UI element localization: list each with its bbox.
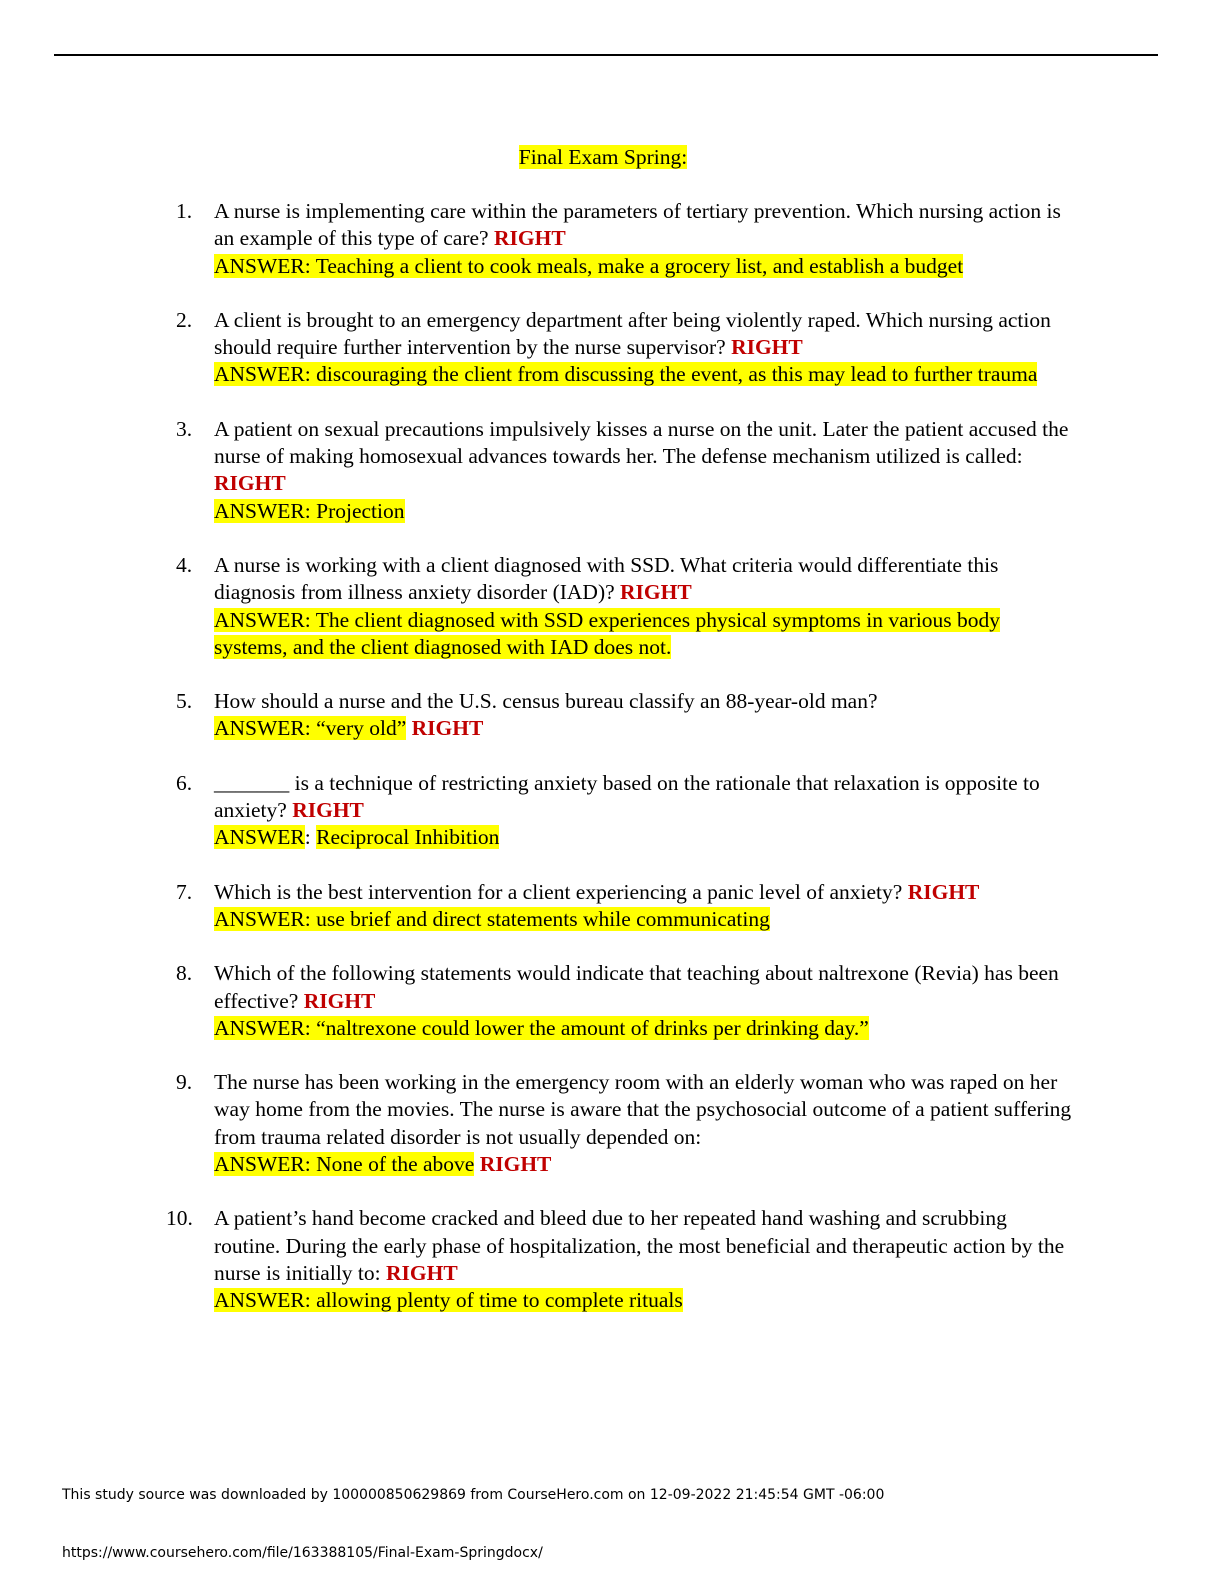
answer-text: ANSWER: allowing plenty of time to complete rituals xyxy=(214,1288,683,1313)
question-item xyxy=(176,307,1076,389)
answer-text: ANSWER: discouraging the client from discussing the event, as this may lead to further trauma xyxy=(214,362,1038,387)
question-text: A nurse is implementing care within the parameters of tertiary prevention. Which nursing action is an example of this type of care? xyxy=(214,199,1061,251)
question-number: 4. xyxy=(176,552,193,577)
footer-source-note: This study source was downloaded by 100000850629869 from CourseHero.com on 12-09-2022 21:45:54 GMT -06:00 xyxy=(62,1487,885,1503)
footer-url[interactable]: https://www.coursehero.com/file/163388105/Final-Exam-Springdocx/ xyxy=(62,1545,543,1561)
right-label: RIGHT xyxy=(731,335,803,360)
question-text: A patient’s hand become cracked and bleed due to her repeated hand washing and scrubbing routine. During the early phase of hospitalization, the most beneficial and therapeutic action by the nurse is initially to: xyxy=(214,1206,1065,1285)
answer-text: ANSWER: Teaching a client to cook meals, make a grocery list, and establish a budget xyxy=(214,253,964,278)
question-item xyxy=(176,688,1076,743)
answer-text: ANSWER: Projection xyxy=(214,498,405,523)
right-label: RIGHT xyxy=(292,798,364,823)
question-number: 9. xyxy=(176,1070,193,1095)
right-label: RIGHT xyxy=(479,1152,552,1177)
answer-text: ANSWER: “very old” xyxy=(214,716,407,741)
question-item xyxy=(176,1069,1076,1178)
answer-prefix: ANSWER xyxy=(214,825,305,850)
answer-text: Reciprocal Inhibition xyxy=(316,825,500,850)
answer-text: ANSWER: The client diagnosed with SSD experiences physical symptoms in various body systems, and the client diagnosed with IAD does not. xyxy=(214,607,1001,659)
top-rule xyxy=(54,54,1158,56)
question-number: 2. xyxy=(176,307,193,332)
answer-text: ANSWER: “naltrexone could lower the amount of drinks per drinking day.” xyxy=(214,1015,869,1040)
question-item xyxy=(166,1205,1076,1314)
question-text: How should a nurse and the U.S. census bureau classify an 88-year-old man? xyxy=(214,689,878,714)
question-number: 10. xyxy=(166,1206,193,1231)
question-item xyxy=(176,960,1076,1042)
question-text: _______ is a technique of restricting anxiety based on the rationale that relaxation is opposite to anxiety? xyxy=(214,770,1040,823)
right-label: RIGHT xyxy=(620,580,692,605)
question-number: 8. xyxy=(176,961,193,986)
right-label: RIGHT xyxy=(411,716,484,741)
answer-text: ANSWER: use brief and direct statements while communicating xyxy=(214,906,770,931)
right-label: RIGHT xyxy=(907,879,980,904)
page-title-text: Final Exam Spring: xyxy=(518,145,688,169)
question-item xyxy=(176,416,1076,525)
question-number: 3. xyxy=(176,416,193,441)
right-label: RIGHT xyxy=(303,988,376,1013)
question-number: 7. xyxy=(176,879,193,904)
question-text: Which is the best intervention for a client experiencing a panic level of anxiety? xyxy=(214,879,903,904)
right-label: RIGHT xyxy=(214,471,286,496)
page-title xyxy=(0,143,1206,171)
question-text: A nurse is working with a client diagnosed with SSD. What criteria would differentiate this diagnosis from illness anxiety disorder (IAD)? xyxy=(214,552,999,605)
answer-text: ANSWER: None of the above xyxy=(214,1152,475,1177)
question-text: A client is brought to an emergency department after being violently raped. Which nursing action should require further intervention by the nurse supervisor? xyxy=(214,307,1051,360)
question-item xyxy=(176,198,1076,280)
question-list xyxy=(166,198,1076,1342)
right-label: RIGHT xyxy=(493,226,566,251)
answer-separator: : xyxy=(304,825,311,850)
question-item xyxy=(176,879,1076,934)
question-text: The nurse has been working in the emergency room with an elderly woman who was raped on her way home from the movies. The nurse is aware that the psychosocial outcome of a patient suffering from trauma related disorder is not usually depended on: xyxy=(214,1070,1072,1149)
question-item xyxy=(176,552,1076,661)
question-number: 6. xyxy=(176,770,193,795)
question-number: 1. xyxy=(176,199,193,223)
question-number: 5. xyxy=(176,689,193,714)
question-text: Which of the following statements would indicate that teaching about naltrexone (Revia) has been effective? xyxy=(214,961,1059,1013)
question-item xyxy=(176,770,1076,852)
right-label: RIGHT xyxy=(386,1260,458,1285)
question-text: A patient on sexual precautions impulsively kisses a nurse on the unit. Later the patient accused the nurse of making homosexual advances towards her. The defense mechanism utilized is called: xyxy=(214,416,1069,469)
